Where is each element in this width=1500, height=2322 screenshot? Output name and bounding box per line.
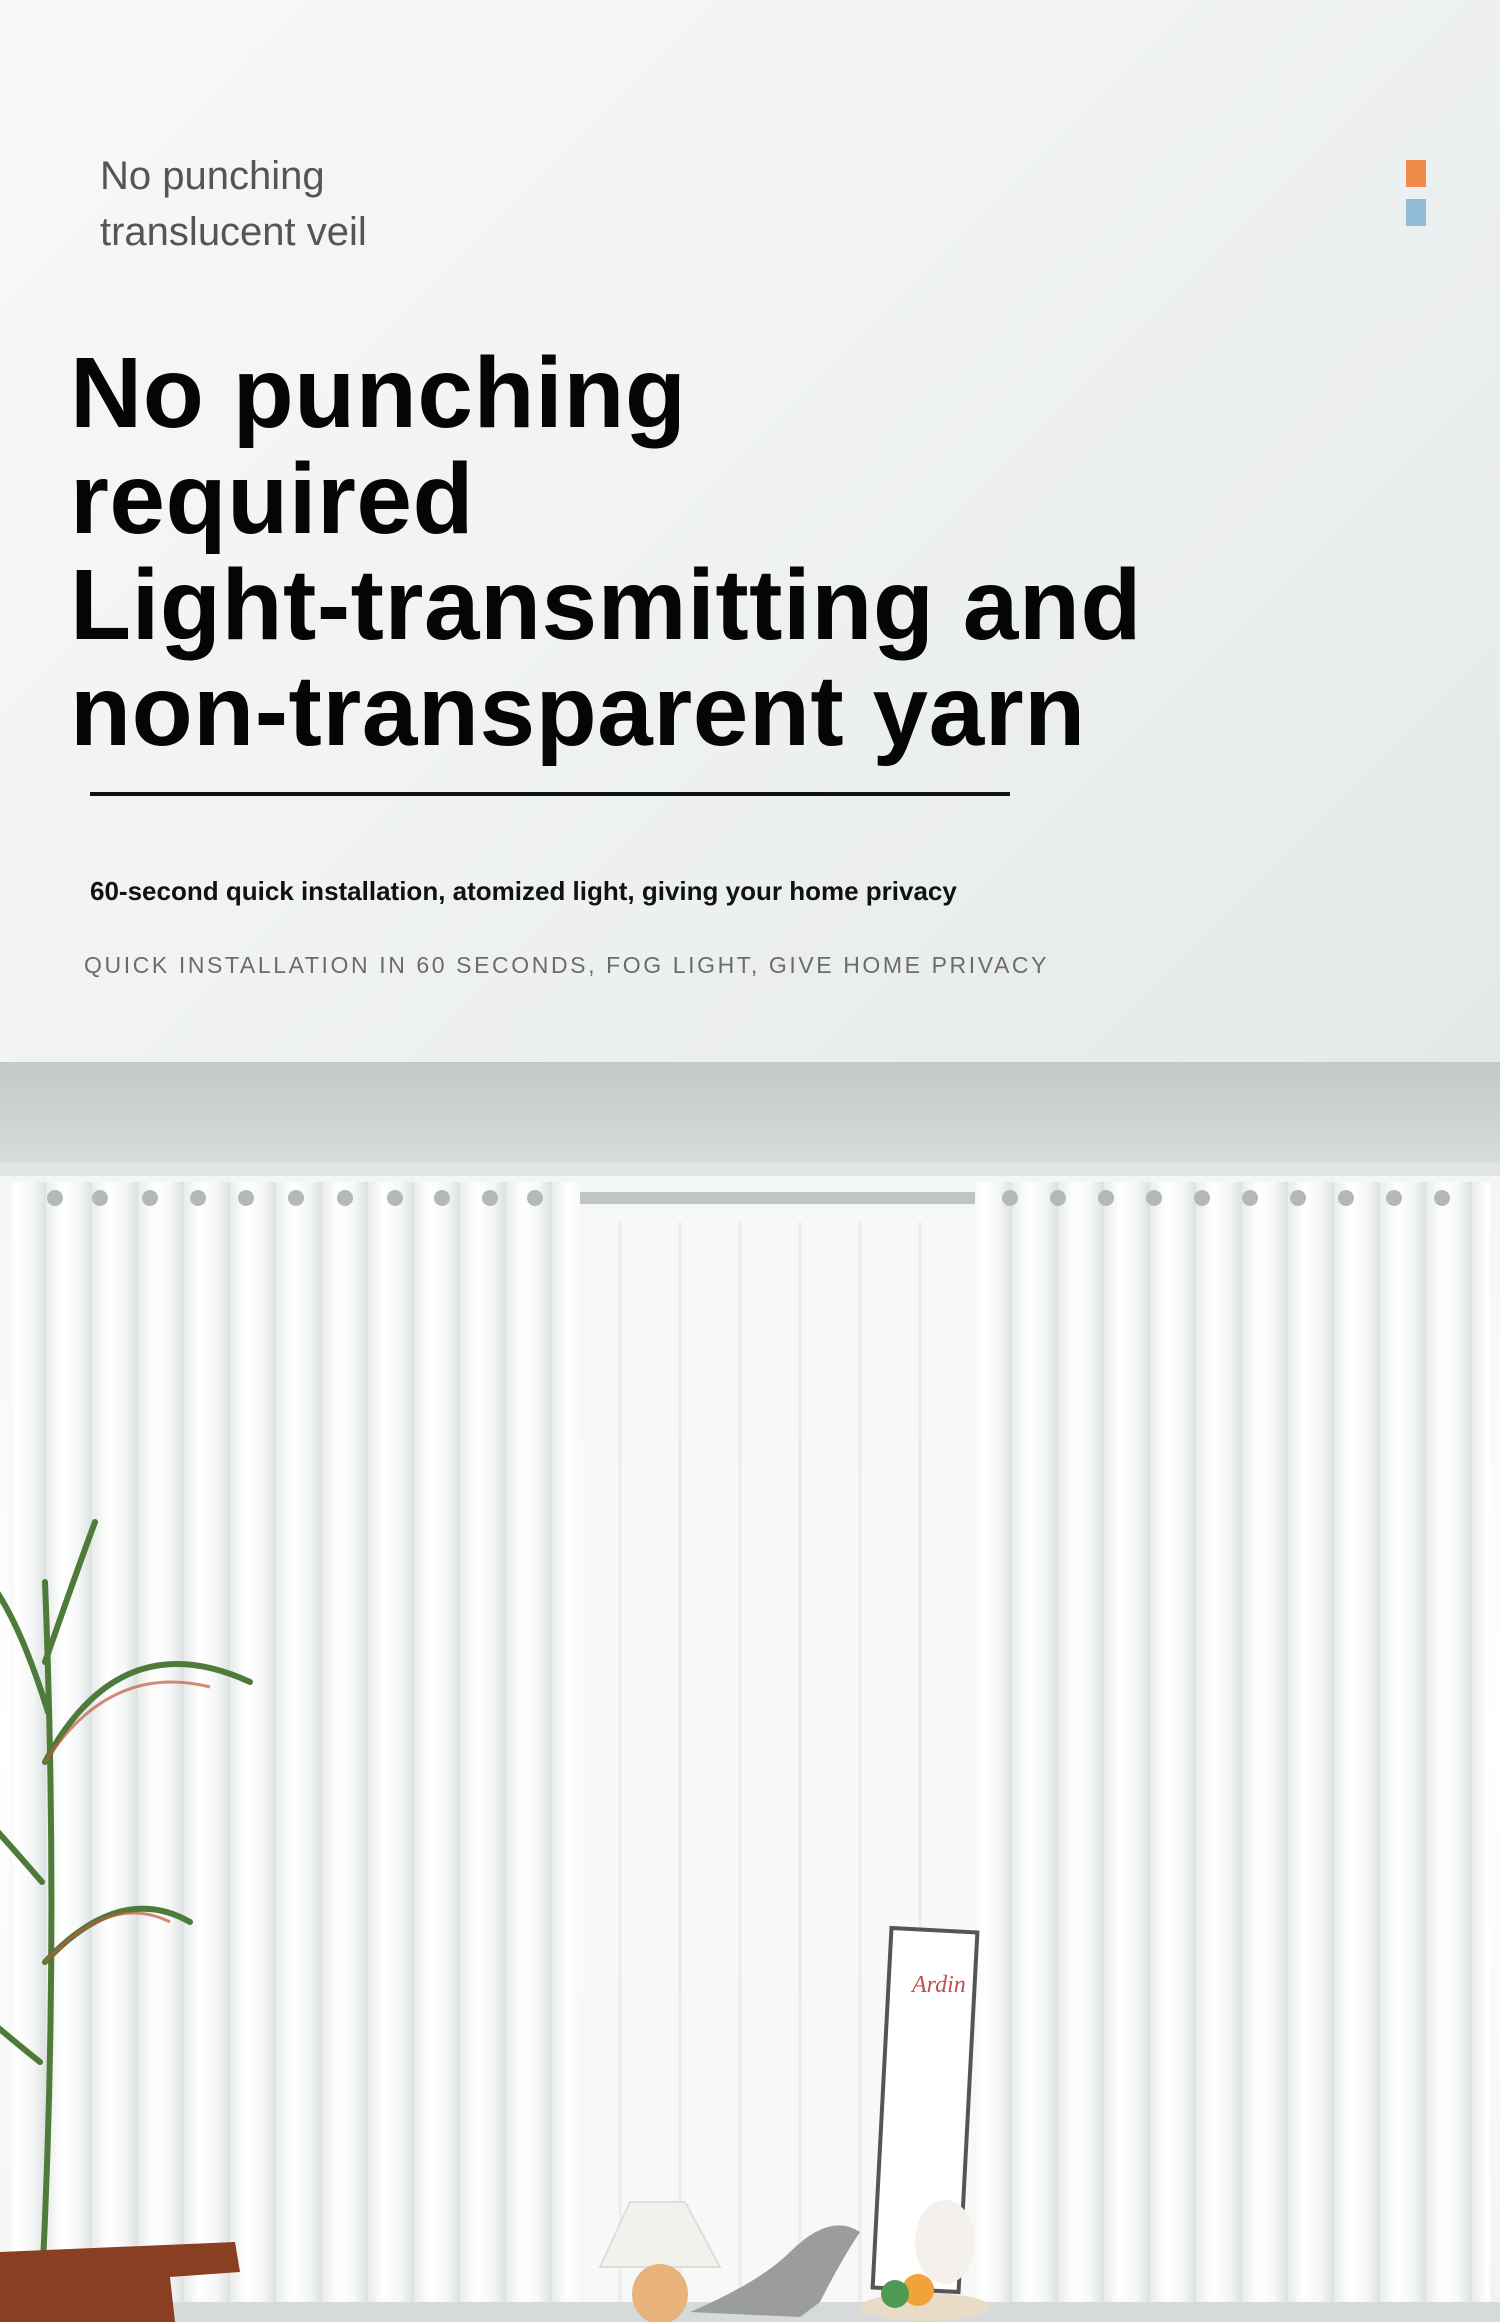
headline-line-3: Light-transmitting and	[70, 549, 1142, 661]
left-curtain	[10, 1182, 580, 2307]
subtitle-caps: QUICK INSTALLATION IN 60 SECONDS, FOG LIGHT, GIVE HOME PRIVACY	[84, 952, 1050, 978]
headline-line-1: No punching	[70, 337, 687, 449]
headline-underline	[90, 792, 1010, 796]
headline-line-4: non-transparent yarn	[70, 655, 1086, 767]
frame-text: Ardin	[912, 1972, 966, 1998]
headline-line-2: required	[70, 443, 475, 555]
tagline-line-2: translucent veil	[100, 210, 367, 254]
wall	[0, 1062, 1500, 1172]
green-fruit	[881, 2280, 909, 2308]
headline	[70, 337, 1370, 767]
blue-accent-square	[1406, 199, 1426, 226]
plush-toy	[915, 2200, 975, 2284]
orange-accent-square	[1406, 160, 1426, 187]
product-tagline	[100, 148, 700, 260]
right-curtain	[975, 1182, 1490, 2307]
subtitle-english: 60-second quick installation, atomized light, giving your home privacy	[90, 876, 957, 906]
curtain-room-photo	[0, 1062, 1500, 2322]
window-frame-top	[0, 1162, 1500, 1176]
tagline-line-1: No punching	[100, 154, 325, 198]
lamp-base	[632, 2264, 688, 2322]
